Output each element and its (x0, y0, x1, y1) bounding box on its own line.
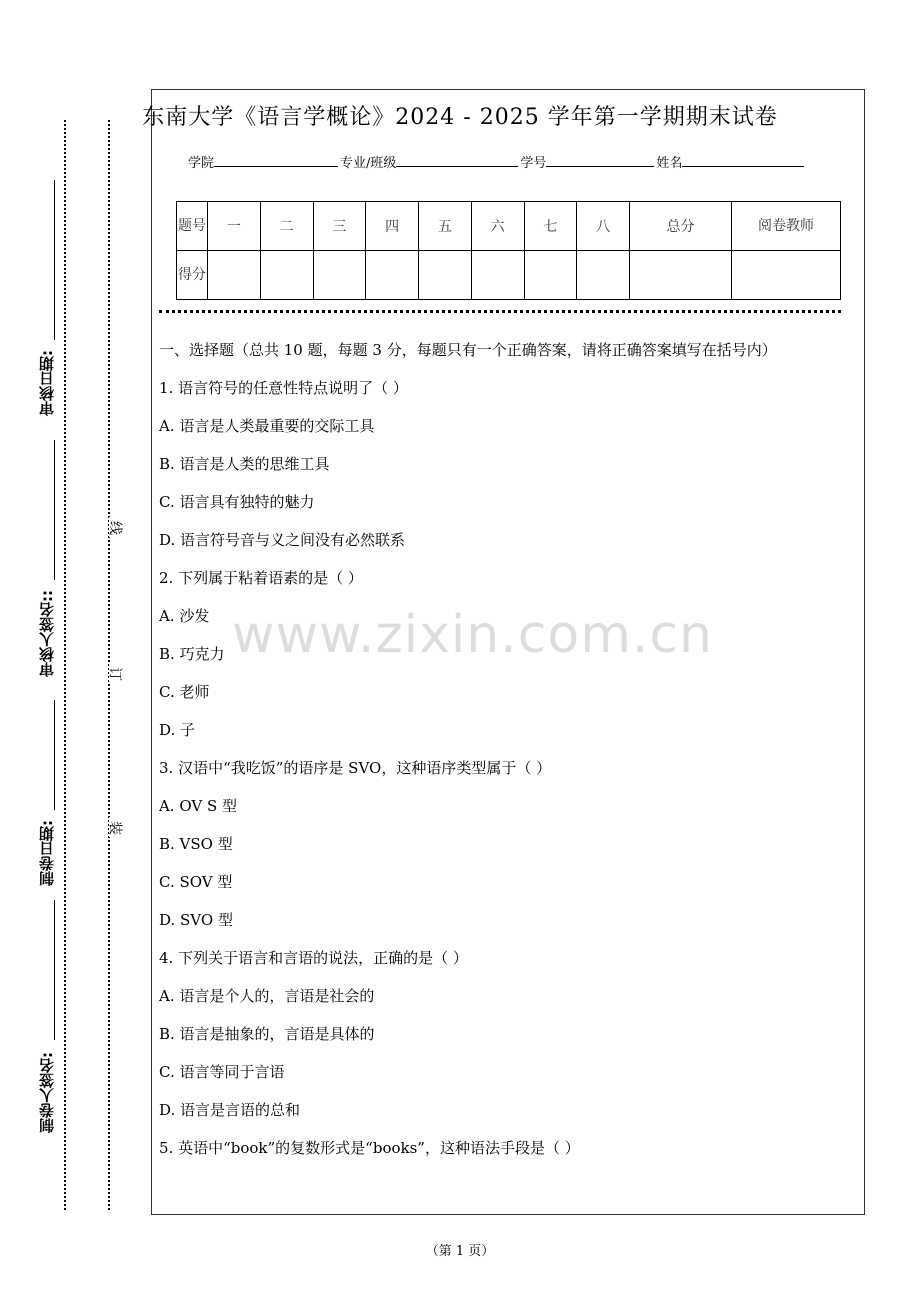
answer-option: B. 巧克力 (159, 645, 225, 663)
binding-dotted-line-outer (64, 120, 66, 1210)
answer-option: A. 语言是人类最重要的交际工具 (159, 417, 375, 435)
question-stem: 3. 汉语中“我吃饭”的语序是 SVO，这种语序类型属于（ ） (159, 759, 552, 777)
binding-char-bind: 装 (109, 819, 123, 835)
answer-option: A. 沙发 (159, 607, 210, 625)
score-col-header: 二 (260, 202, 313, 251)
score-table (176, 201, 841, 300)
score-cell[interactable] (577, 251, 630, 300)
binding-char-staple: 订 (109, 665, 123, 681)
answer-option: C. 老师 (159, 683, 210, 701)
answer-option: A. 语言是个人的，言语是社会的 (159, 987, 375, 1005)
answer-option: D. 语言符号音与义之间没有必然联系 (159, 531, 406, 549)
answer-option: D. 语言是言语的总和 (159, 1101, 301, 1119)
question-stem: 4. 下列关于语言和言语的说法，正确的是（ ） (159, 949, 468, 967)
score-cell[interactable] (260, 251, 313, 300)
answer-option: B. VSO 型 (159, 835, 233, 853)
score-col-header: 一 (208, 202, 261, 251)
questions-area (159, 338, 859, 1174)
question-list (159, 376, 859, 1174)
answer-option: C. 语言等同于言语 (159, 1063, 285, 1081)
section-separator (159, 310, 841, 313)
score-cell[interactable] (524, 251, 577, 300)
field-label-name: 姓名 (656, 156, 683, 171)
score-table-row-header: 题号 (177, 202, 208, 251)
answer-option: B. 语言是人类的思维工具 (159, 455, 330, 473)
answer-option: D. 子 (159, 721, 196, 739)
score-cell[interactable] (630, 251, 732, 300)
field-label-id: 学号 (520, 156, 547, 171)
answer-option: A. OV S 型 (159, 797, 238, 815)
reviewer-signature-blank (54, 440, 55, 580)
page-number: （第 1 页） (425, 1244, 495, 1259)
maker-signature-label: 制卷人签名: (38, 1052, 56, 1133)
maker-date-blank (54, 700, 55, 810)
answer-option: B. 语言是抽象的，言语是具体的 (159, 1025, 375, 1043)
field-blank-major[interactable] (396, 152, 518, 167)
field-blank-name[interactable] (682, 152, 804, 167)
reviewer-date-blank (54, 180, 55, 340)
score-col-header: 总分 (630, 202, 732, 251)
score-col-header: 阅卷教师 (732, 202, 841, 251)
student-info-row (188, 152, 806, 171)
answer-option: C. SOV 型 (159, 873, 233, 891)
question-stem: 5. 英语中“book”的复数形式是“books”，这种语法手段是（ ） (159, 1139, 580, 1157)
answer-option: D. SVO 型 (159, 911, 233, 929)
score-col-header: 八 (577, 202, 630, 251)
answer-option: C. 语言具有独特的魅力 (159, 493, 315, 511)
question-stem: 2. 下列属于粘着语素的是（ ） (159, 569, 363, 587)
field-label-major: 专业/班级 (340, 156, 397, 171)
score-col-header: 七 (524, 202, 577, 251)
score-col-header: 五 (419, 202, 472, 251)
field-label-college: 学院 (188, 156, 215, 171)
watermark: www.zixin.com.cn (232, 605, 713, 665)
question-stem: 1. 语言符号的任意性特点说明了（ ） (159, 379, 408, 397)
score-cell[interactable] (313, 251, 366, 300)
binding-char-line: 线 (109, 519, 123, 535)
score-col-header: 四 (366, 202, 419, 251)
reviewer-signature-label: 审核人签名:: (38, 590, 56, 677)
maker-signature-blank (54, 900, 55, 1040)
section-heading: 一、选择题（总共 10 题，每题 3 分，每题只有一个正确答案，请将正确答案填写在括号内） (159, 341, 777, 359)
score-col-header: 三 (313, 202, 366, 251)
exam-title: 东南大学《语言学概论》2024 - 2025 学年第一学期期末试卷 (142, 105, 778, 130)
maker-date-label: 制卷日期: (38, 820, 56, 886)
score-col-header: 六 (471, 202, 524, 251)
score-table-header-row (177, 202, 841, 251)
reviewer-date-label: 审核日期: (38, 350, 56, 416)
score-table-row-header: 得分 (177, 251, 208, 300)
score-cell[interactable] (471, 251, 524, 300)
field-blank-id[interactable] (546, 152, 654, 167)
score-cell[interactable] (732, 251, 841, 300)
score-table-score-row (177, 251, 841, 300)
score-cell[interactable] (366, 251, 419, 300)
field-blank-college[interactable] (214, 152, 338, 167)
score-cell[interactable] (208, 251, 261, 300)
score-cell[interactable] (419, 251, 472, 300)
